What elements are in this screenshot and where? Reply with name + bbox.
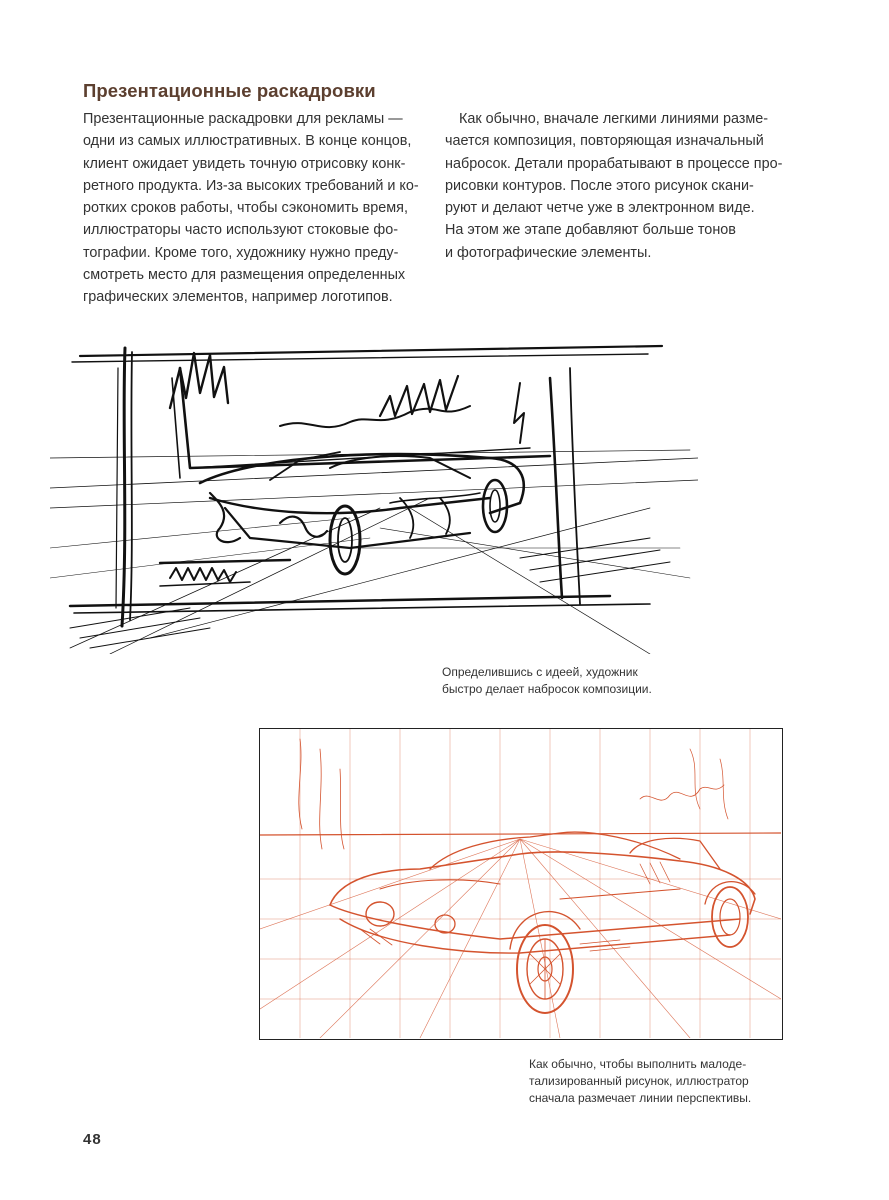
text-line: иллюстраторы часто используют стоковые фо- [83, 222, 399, 239]
section-heading: Презентационные раскадровки [83, 80, 376, 101]
caption-line: сначала размечает линии перспективы. [529, 1091, 752, 1105]
right-text-column [445, 108, 795, 264]
left-text-column [83, 108, 433, 309]
text-line: На этом же этапе добавляют больше тонов [445, 222, 736, 239]
caption-line: тализированный рисунок, иллюстратор [529, 1074, 749, 1088]
caption-line: Как обычно, чтобы выполнить малодe- [529, 1057, 747, 1071]
text-line: чается композиция, повторяющая изначальный [445, 133, 764, 150]
text-line: ротких сроков работы, чтобы сэкономить время, [83, 200, 408, 217]
text-line: графических элементов, например логотипов. [83, 289, 393, 306]
page-number: 48 [83, 1131, 102, 1148]
text-line: Как обычно, вначале легкими линиями разме- [459, 111, 769, 127]
sketch-car-red-illustration [260, 729, 781, 1038]
text-line: и фотографические элементы. [445, 244, 652, 261]
text-line: тографии. Кроме того, художнику нужно преду- [83, 244, 399, 261]
sketch-car-black [50, 308, 698, 654]
figure-caption-1 [442, 664, 702, 698]
text-line: рисовки контуров. После этого рисунок скани- [445, 177, 754, 194]
text-line: ретного продукта. Из-за высоких требований и ко- [83, 177, 419, 194]
sketch-car-red-perspective [259, 728, 783, 1040]
text-line: одни из самых иллюстративных. В конце концов, [83, 133, 412, 150]
text-line: клиент ожидает увидеть точную отрисовку конк- [83, 155, 406, 172]
caption-line: Определившись с идеей, художник [442, 665, 638, 679]
text-line: Презентационные раскадровки для рекламы — [83, 111, 403, 127]
text-line: руют и делают четче уже в электронном виде. [445, 200, 755, 217]
sketch-car-black-illustration [50, 308, 698, 654]
text-line: набросок. Детали прорабатывают в процессе про- [445, 155, 783, 172]
text-line: смотреть место для размещения определенных [83, 267, 406, 284]
figure-caption-2 [529, 1056, 799, 1107]
caption-line: быстро делает набросок композиции. [442, 682, 652, 696]
